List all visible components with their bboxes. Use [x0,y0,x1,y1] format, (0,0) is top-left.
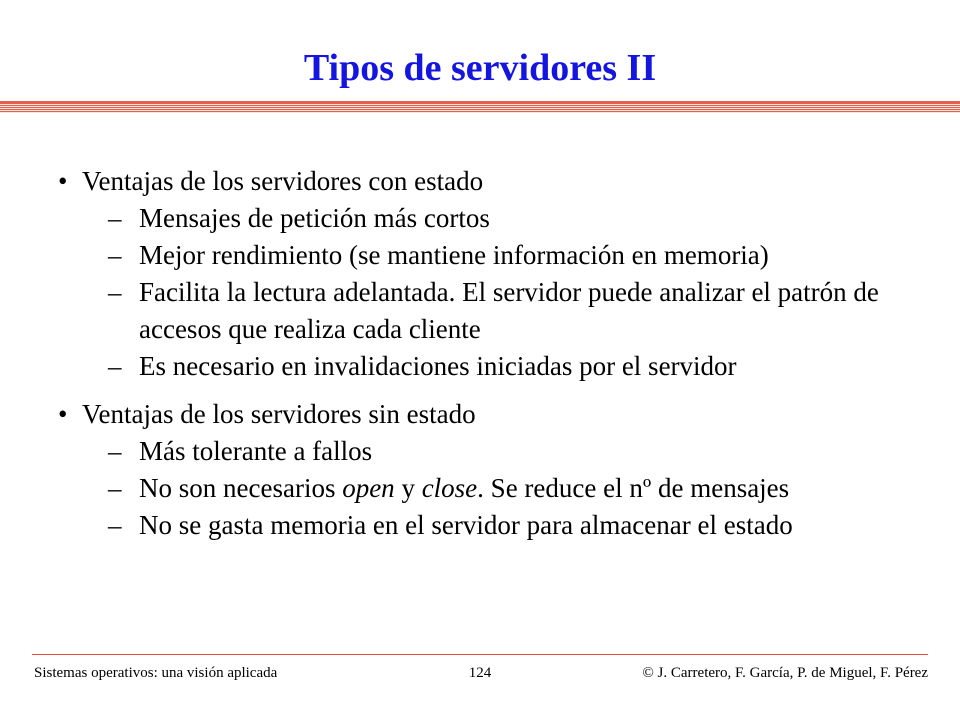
slide-body [58,163,942,544]
bullet-stateless [58,396,942,544]
sub-item [82,200,942,237]
sub-item [82,507,942,544]
sub-item [82,433,942,470]
sub-item [82,274,942,348]
footer-book-title: Sistemas operativos: una visión aplicada [34,665,278,681]
bullet-dot: • [58,166,68,196]
dash-marker: – [108,351,122,381]
sub-item-text [139,473,789,503]
footer-copyright: © J. Carretero, F. García, P. de Miguel, F. Pérez [642,665,928,681]
dash-marker: – [108,473,122,503]
bullet-dot: • [58,399,68,429]
sub-item-text: Mensajes de petición más cortos [139,203,490,233]
footer-divider [32,654,928,655]
dash-marker: – [108,203,122,233]
sub-item [82,470,942,507]
page-number: 124 [468,665,492,681]
italic-open: open [342,473,395,503]
text-run: No son necesarios [139,473,343,503]
dash-marker: – [108,510,122,540]
dash-marker: – [108,277,122,307]
sub-item-text: No se gasta memoria en el servidor para almacenar el estado [139,510,793,540]
sub-item-text: Mejor rendimiento (se mantiene información en memoria) [139,240,769,270]
bullet-stateful [58,163,942,385]
italic-close: close [421,473,478,503]
sub-item-text: Más tolerante a fallos [139,436,373,466]
dash-marker: – [108,240,122,270]
title-divider [0,101,960,113]
text-run: y [394,473,422,503]
bullet-text: Ventajas de los servidores sin estado [82,399,476,429]
sub-item-text: Es necesario en invalidaciones iniciadas por el servidor [139,351,737,381]
sub-item [82,237,942,274]
sub-item-text: Facilita la lectura adelantada. El servidor puede analizar el patrón de accesos que realiza cada cliente [139,277,879,344]
sub-item [82,348,942,385]
dash-marker: – [108,436,122,466]
bullet-text: Ventajas de los servidores con estado [82,166,484,196]
text-run: . Se reduce el nº de mensajes [477,473,790,503]
slide-title: Tipos de servidores II [303,47,657,89]
